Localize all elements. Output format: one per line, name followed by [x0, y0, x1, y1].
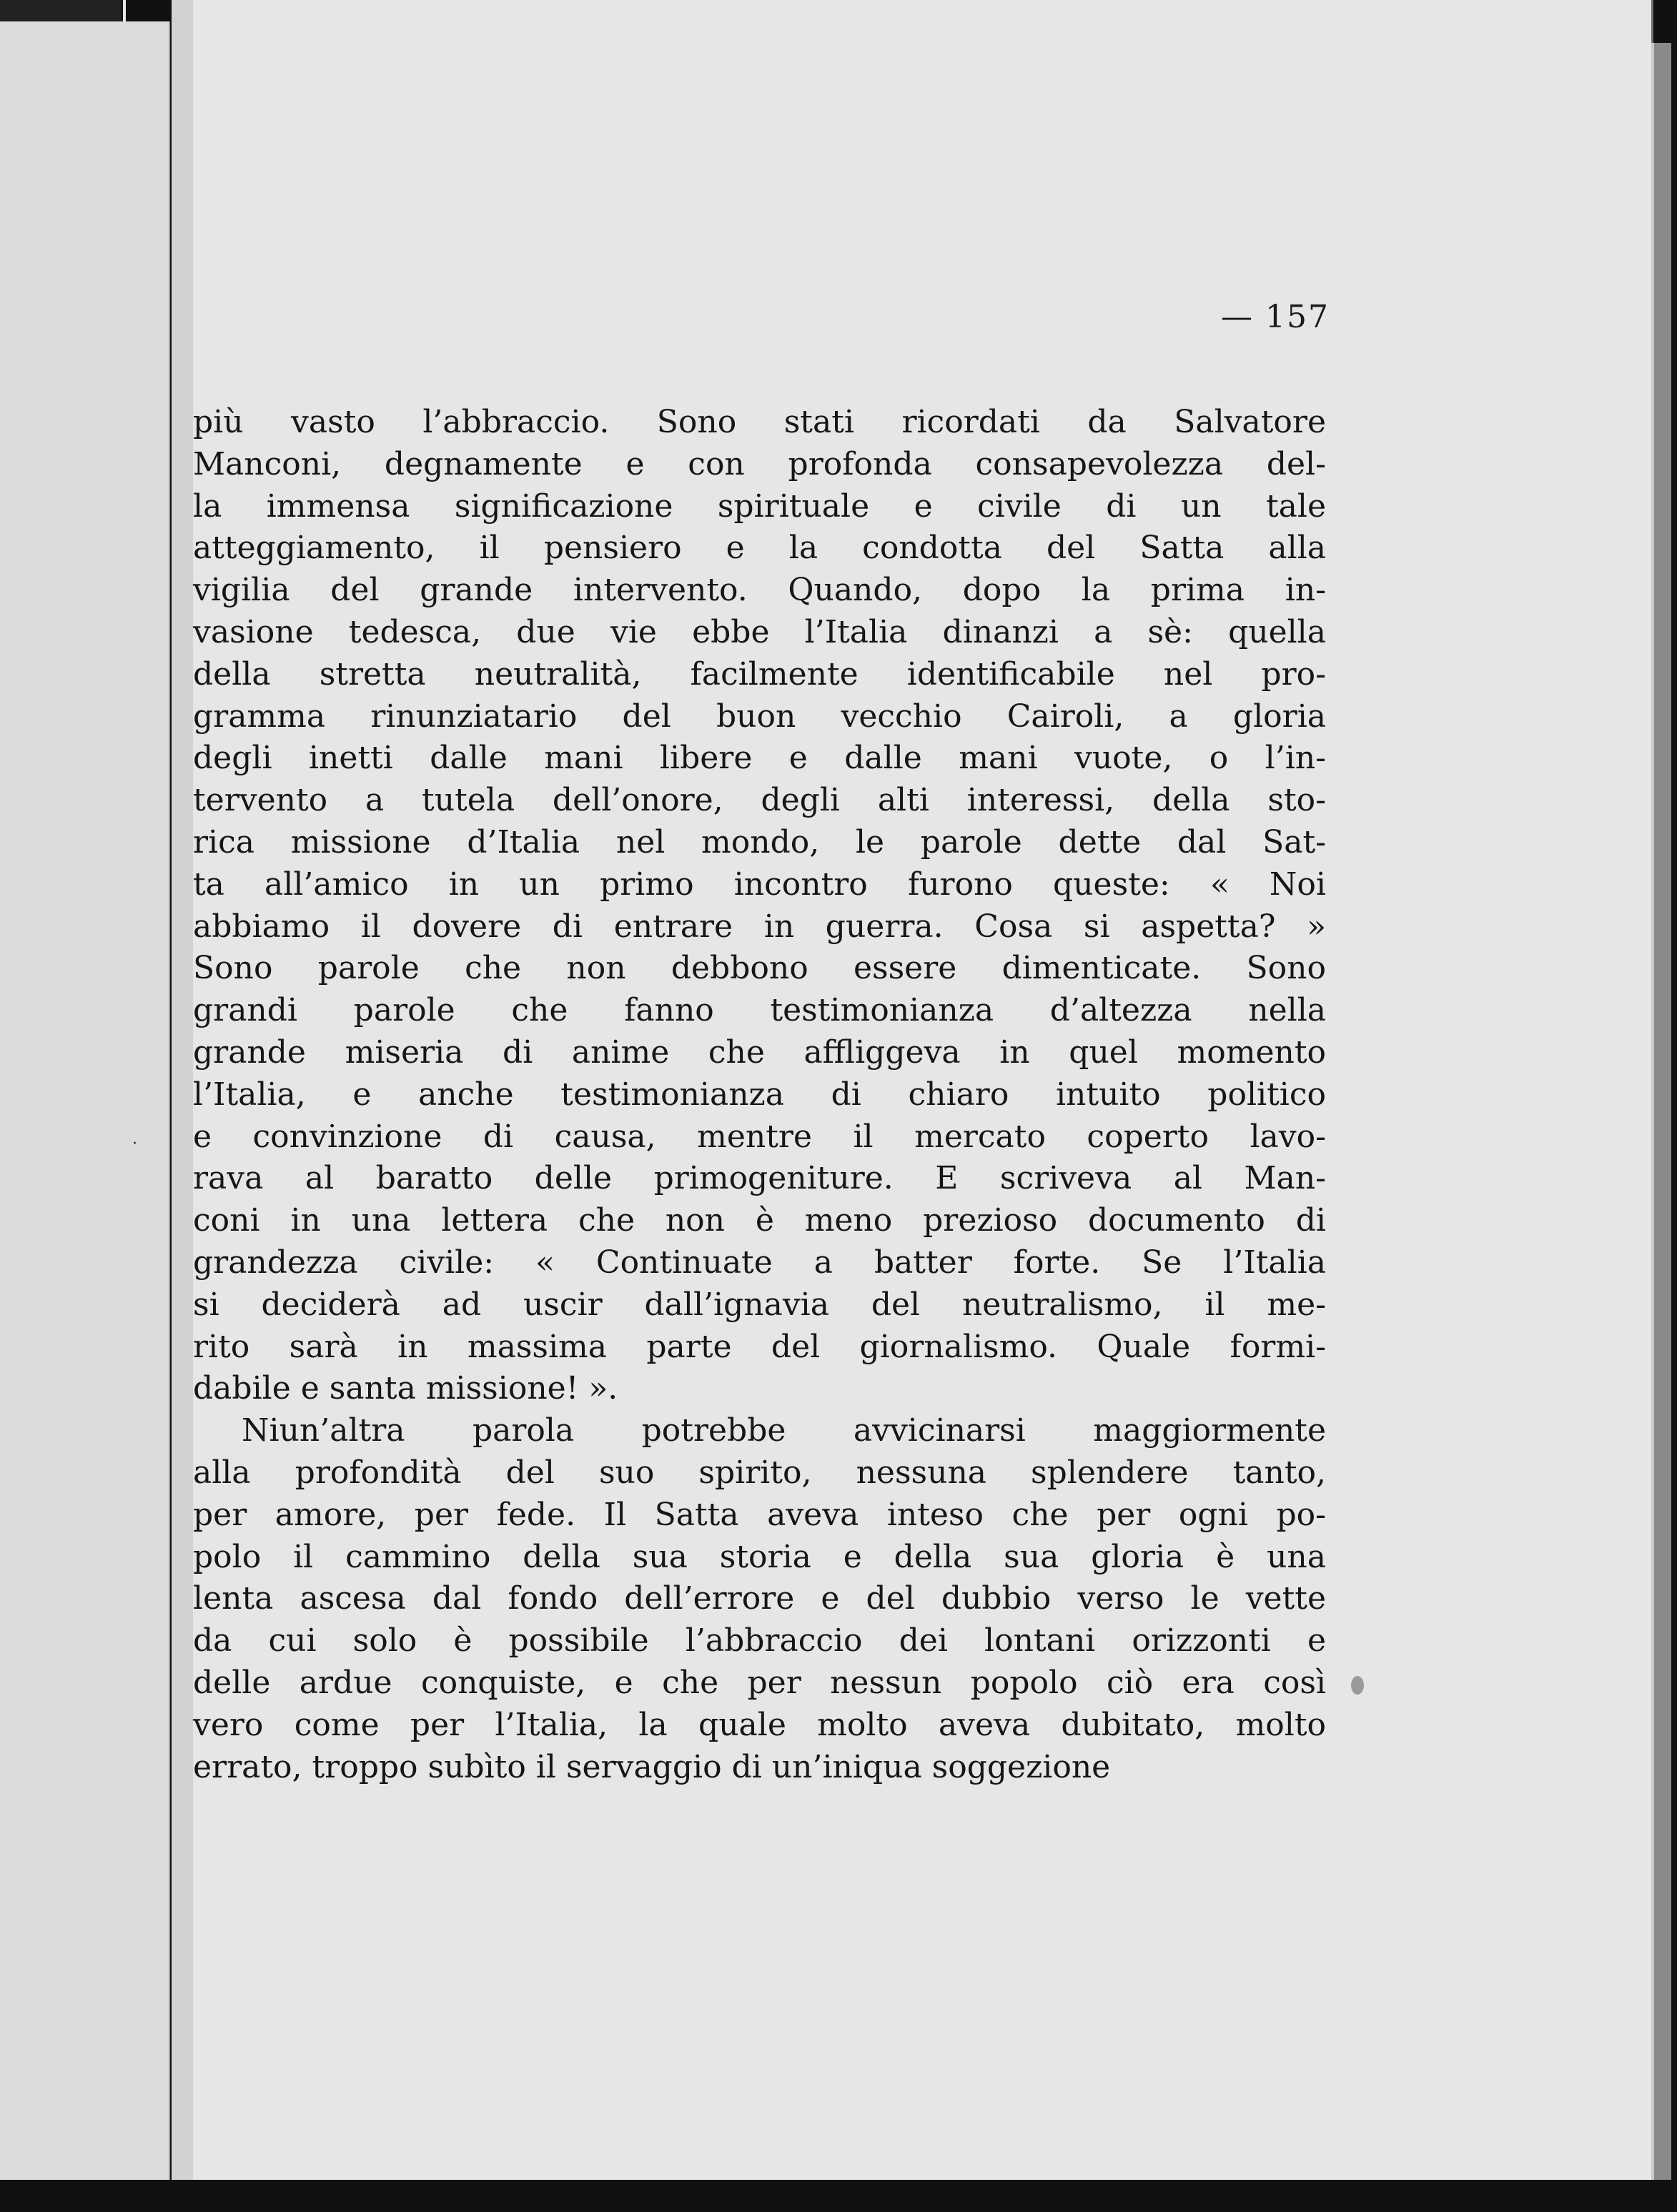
text-line: Niun’altra parola potrebbe avvicinarsi maggiormente	[242, 1412, 1326, 1449]
text-line: grande miseria di anime che affliggeva in quel momento	[193, 1033, 1326, 1071]
text-line: della stretta neutralità, facilmente identificabile nel pro-	[193, 655, 1326, 693]
text-line: rica missione d’Italia nel mondo, le parole dette dal Sat-	[193, 823, 1326, 861]
text-line: Sono parole che non debbono essere dimenticate. Sono	[193, 950, 1326, 987]
text-line: vasione tedesca, due vie ebbe l’Italia dinanzi a sè: quella	[193, 613, 1326, 650]
text-line: abbiamo il dovere di entrare in guerra. Cosa si aspetta? »	[193, 908, 1326, 945]
text-line: ta all’amico in un primo incontro furono queste: « Noi	[193, 866, 1326, 903]
text-line: errato, troppo subìto il servaggio di un’iniqua soggezione	[193, 1748, 1111, 1785]
text-line: Manconi, degnamente e con profonda consapevolezza del-	[193, 445, 1326, 482]
text-line: tervento a tutela dell’onore, degli alti interessi, della sto-	[193, 782, 1326, 819]
text-line: lenta ascesa dal fondo dell’errore e del dubbio verso le vette	[193, 1580, 1326, 1617]
text-line: e convinzione di causa, mentre il mercato coperto lavo-	[193, 1118, 1326, 1155]
paper-stain	[1351, 1676, 1364, 1695]
page-number: — 157	[1221, 299, 1330, 335]
text-line: più vasto l’abbraccio. Sono stati ricordati da Salvatore	[193, 404, 1326, 440]
paragraph	[193, 1410, 1326, 1788]
text-line: da cui solo è possibile l’abbraccio dei lontani orizzonti e	[193, 1622, 1326, 1660]
left-page-edge	[0, 21, 170, 2180]
page-stack-edge	[1651, 43, 1671, 2180]
left-page-bracket	[123, 0, 139, 21]
text-line: alla profondità del suo spirito, nessuna splendere tanto,	[193, 1454, 1326, 1491]
text-line: dabile e santa missione! ».	[193, 1370, 618, 1407]
text-line: la immensa significazione spirituale e civile di un tale	[193, 487, 1326, 525]
text-line: degli inetti dalle mani libere e dalle mani vuote, o l’in-	[193, 740, 1326, 777]
text-line: grandi parole che fanno testimonianza d’altezza nella	[193, 992, 1326, 1029]
text-line: polo il cammino della sua storia e della sua gloria è una	[193, 1538, 1326, 1575]
text-line: rava al baratto delle primogeniture. E scriveva al Man-	[193, 1160, 1326, 1197]
text-line: vigilia del grande intervento. Quando, dopo la prima in-	[193, 572, 1326, 609]
text-line: gramma rinunziatario del buon vecchio Cairoli, a gloria	[193, 698, 1326, 735]
text-line: atteggiamento, il pensiero e la condotta del Satta alla	[193, 530, 1326, 567]
text-line: per amore, per fede. Il Satta aveva inteso che per ogni po-	[193, 1496, 1326, 1533]
text-line: rito sarà in massima parte del giornalismo. Quale formi-	[193, 1328, 1326, 1365]
text-line: vero come per l’Italia, la quale molto aveva dubitato, molto	[193, 1706, 1326, 1743]
margin-mark: ·	[132, 1135, 137, 1153]
text-line: coni in una lettera che non è meno prezioso documento di	[193, 1202, 1326, 1239]
text-line: grandezza civile: « Continuate a batter forte. Se l’Italia	[193, 1244, 1326, 1281]
text-line: delle ardue conquiste, e che per nessun popolo ciò era così	[193, 1664, 1326, 1701]
page-gutter-shade	[172, 0, 193, 2180]
text-line: l’Italia, e anche testimonianza di chiaro intuito politico	[193, 1076, 1326, 1113]
paragraph	[193, 402, 1326, 1410]
left-page-top-band	[0, 0, 122, 24]
text-line: si deciderà ad uscir dall’ignavia del neutralismo, il me-	[193, 1286, 1326, 1323]
body-text	[193, 402, 1326, 1788]
